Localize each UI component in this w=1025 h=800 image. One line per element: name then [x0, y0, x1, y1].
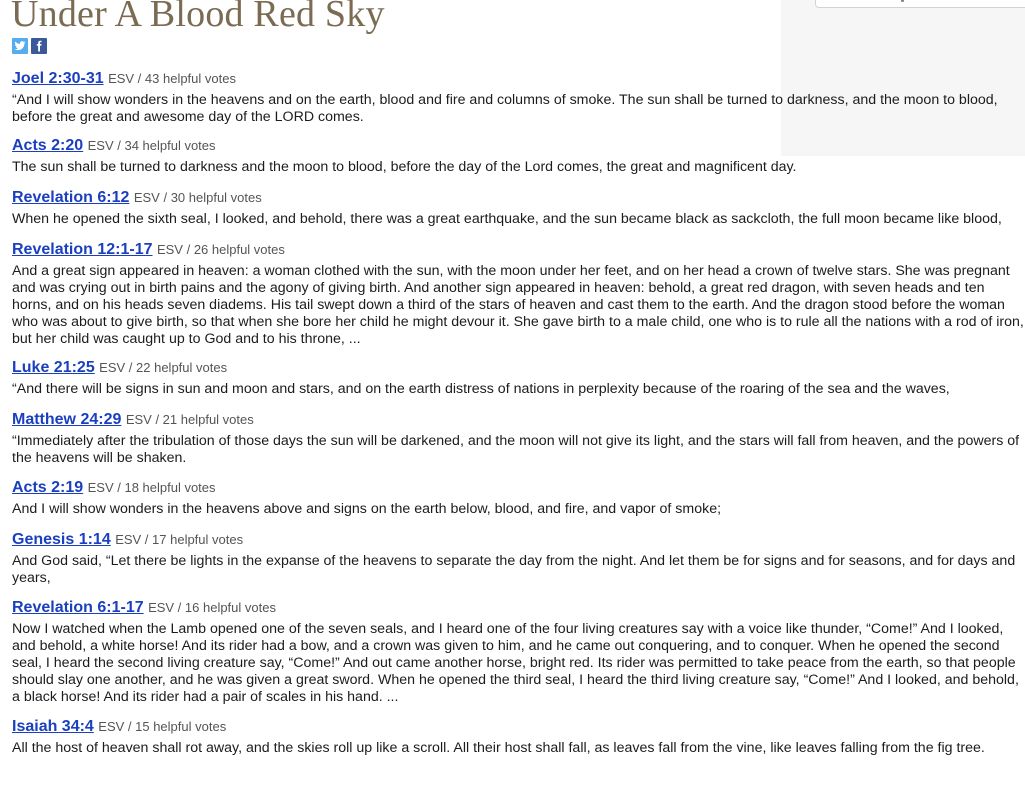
- search-input-caret: [901, 0, 904, 2]
- verse-reference-link[interactable]: Isaiah 34:4: [12, 718, 94, 735]
- facebook-share-button[interactable]: [31, 38, 47, 54]
- verse-text: “Immediately after the tribulation of those days the sun will be darkened, and the moon will not give its light, and the stars will fall from heaven, and the powers of the heavens will be shaken.: [12, 433, 1020, 466]
- verse-header: [12, 477, 1024, 499]
- verse-meta: ESV / 17 helpful votes: [115, 532, 244, 547]
- verse-reference-link[interactable]: Luke 21:25: [12, 359, 95, 376]
- twitter-icon: [14, 40, 26, 52]
- verse-item: [12, 239, 1024, 348]
- verse-text: When he opened the sixth seal, I looked, and behold, there was a great earthquake, and the sun became black as sackcloth, the full moon became like blood,: [12, 211, 1002, 227]
- verse-header: [12, 135, 1024, 157]
- verse-meta: ESV / 22 helpful votes: [99, 360, 228, 375]
- verse-reference-link[interactable]: Genesis 1:14: [12, 531, 111, 548]
- verse-item: [12, 187, 1024, 228]
- verse-header: [12, 597, 1024, 619]
- verse-header: [12, 409, 1024, 431]
- verse-list: [12, 68, 1024, 757]
- verse-reference-link[interactable]: Acts 2:20: [12, 137, 84, 154]
- verse-reference-link[interactable]: Acts 2:19: [12, 479, 84, 496]
- verse-meta: ESV / 30 helpful votes: [133, 190, 262, 205]
- share-buttons: [12, 38, 47, 54]
- verse-meta: ESV / 26 helpful votes: [156, 242, 285, 257]
- verse-item: [12, 357, 1024, 398]
- verse-item: [12, 135, 1024, 176]
- verse-item: [12, 597, 1024, 706]
- verse-text: And God said, “Let there be lights in the expanse of the heavens to separate the day from the night. And let them be for signs and for seasons, and for days and years,: [12, 553, 1016, 586]
- verse-reference-link[interactable]: Revelation 6:12: [12, 189, 130, 206]
- verse-meta: ESV / 21 helpful votes: [125, 412, 254, 427]
- verse-reference-link[interactable]: Revelation 12:1-17: [12, 241, 153, 258]
- verse-meta: ESV / 15 helpful votes: [98, 719, 227, 734]
- verse-header: [12, 357, 1024, 379]
- verse-header: [12, 187, 1024, 209]
- verse-reference-link[interactable]: Revelation 6:1-17: [12, 599, 144, 616]
- verse-text: And a great sign appeared in heaven: a woman clothed with the sun, with the moon under her feet, and on her head a crown of twelve stars. She was pregnant and was crying out in birth pains and the agony of giving birth. And another sign appeared in heaven: behold, a great red dragon, with seven heads and ten horns, and on his heads seven diadems. His tail swept down a third of the stars of heaven and cast them to the earth. And the dragon stood before the woman who was about to give birth, so that when she bore her child he might devour it. She gave birth to a male child, one who is to rule all the nations with a rod of iron, but her child was caught up to God and to his throne, ...: [12, 263, 1024, 347]
- verse-item: [12, 477, 1024, 518]
- verse-header: [12, 68, 1024, 90]
- verse-item: [12, 716, 1024, 757]
- verse-item: [12, 409, 1024, 467]
- verse-text: Now I watched when the Lamb opened one of the seven seals, and I heard one of the four living creatures say with a voice like thunder, “Come!” And I looked, and behold, a white horse! And its rider had a bow, and a crown was given to him, and he came out conquering, and to conquer. When he opened the second seal, I heard the second living creature say, “Come!” And out came another horse, bright red. Its rider was permitted to take peace from the earth, so that people should slay one another, and he was given a great sword. When he opened the third seal, I heard the third living creature say, “Come!” And I looked, and behold, a black horse! And its rider had a pair of scales in his hand. ...: [12, 621, 1019, 705]
- verse-reference-link[interactable]: Matthew 24:29: [12, 411, 122, 428]
- verse-header: [12, 239, 1024, 261]
- verse-text: “And there will be signs in sun and moon and stars, and on the earth distress of nations in perplexity because of the roaring of the sea and the waves,: [12, 381, 950, 397]
- verse-meta: ESV / 43 helpful votes: [108, 71, 236, 86]
- facebook-icon: [33, 40, 45, 52]
- search-input[interactable]: [815, 0, 1025, 8]
- verse-text: “And I will show wonders in the heavens and on the earth, blood and fire and columns of smoke. The sun shall be turned to darkness, and the moon to blood, before the great and awesome day of the LORD comes.: [12, 92, 998, 125]
- verse-meta: ESV / 18 helpful votes: [87, 480, 216, 495]
- verse-header: [12, 716, 1024, 738]
- verse-reference-link[interactable]: Joel 2:30-31: [12, 70, 104, 87]
- page-title: Under A Blood Red Sky: [11, 0, 385, 35]
- verse-item: [12, 529, 1024, 587]
- verse-text: The sun shall be turned to darkness and the moon to blood, before the day of the Lord comes, the great and magnificent day.: [12, 159, 797, 175]
- twitter-share-button[interactable]: [12, 38, 28, 54]
- verse-meta: ESV / 16 helpful votes: [148, 600, 276, 615]
- verse-header: [12, 529, 1024, 551]
- verse-meta: ESV / 34 helpful votes: [87, 138, 216, 153]
- verse-text: All the host of heaven shall rot away, and the skies roll up like a scroll. All their host shall fall, as leaves fall from the vine, like leaves falling from the fig tree.: [12, 740, 985, 756]
- verse-item: [12, 68, 1024, 126]
- verse-text: And I will show wonders in the heavens above and signs on the earth below, blood, and fire, and vapor of smoke;: [12, 501, 722, 517]
